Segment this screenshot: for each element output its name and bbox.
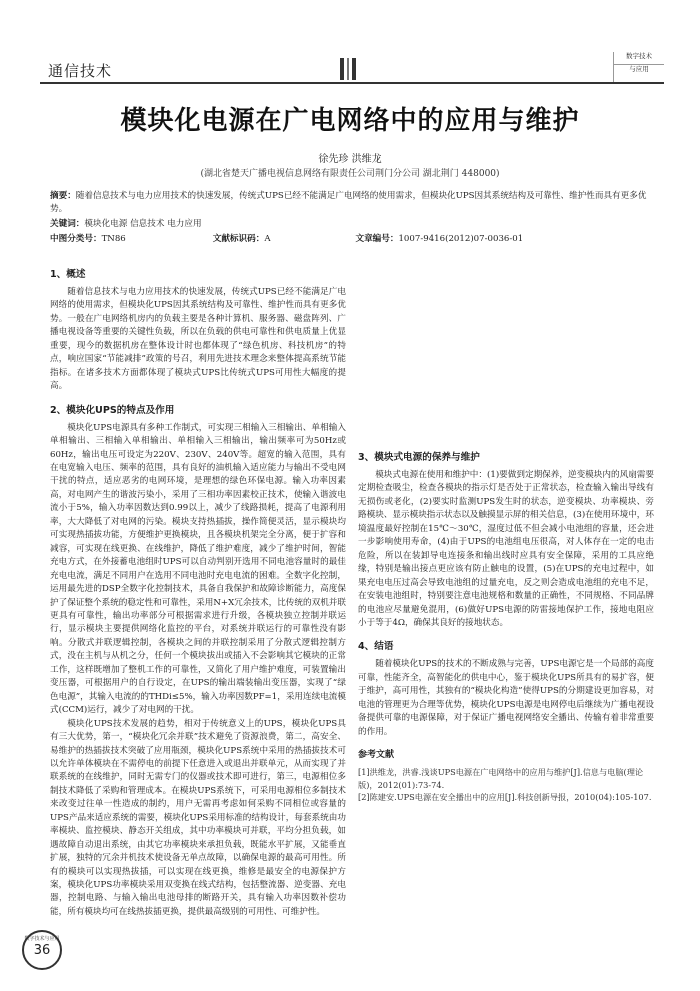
reference-item: [2]陈建安.UPS电源在安全播出中的应用[J].科技创新导报，2010(04):105-107. [358,792,652,803]
article-no-value: 1007-9416(2012)07-0036-01 [398,234,524,244]
header-rule [40,82,664,84]
abstract-label: 摘要： [50,191,76,201]
badge-bottom-text: 与应用 [614,64,664,74]
journal-badge [613,52,664,82]
section-label: 通信技术 [48,62,113,80]
article-title: 模块化电源在广电网络中的应用与维护 [120,106,580,136]
reference-item: [1]洪维龙，洪睿.浅谈UPS电源在广电网络中的应用与维护[J].信息与电脑(理论版)，2012(01):73-74. [358,767,644,790]
section-heading: 2、模块化UPS的特点及作用 [50,404,175,416]
clc-label: 中图分类号： [50,234,102,244]
section-heading: 1、概述 [50,269,86,280]
page-badge-text: 数字技术与应用 [24,936,60,942]
clc-value: TN86 [101,234,126,244]
continued-text-placeholder [358,262,654,445]
doc-code-label: 文献标识码： [212,234,265,244]
authors: 徐先珍 洪维龙 [318,154,382,165]
paragraph: 模块式电源在使用和维护中：(1)要做到定期保养，逆变模块内的风扇需要定期检查吸尘，检查各模块的指示灯是否处于正常状态，检查输入输出导线有无损伤或老化，(2)要实时监测UPS发生时的状态，逆变模块、功率模块、旁路模块、显示模块指示状态以及触摸显示屏的相关信息，(3)在使用环境中，环境温度最好控制在15℃～30℃，湿度过低不但会减小电池组的容量，还会进一步影响使用寿命，(4)由于UPS的电池组电压很高，对人体存在一定的电击危险，所以在装卸导电连接条和输出线时应具有安全保障，采用的工具应绝缘，特别是输出接点更应该有防止触电的设置，(5)在UPS的充电过程中，如果充电电压过高会导致电池组的过量充电，反之则会造成电池组的充电不足，在安装电池组时，特别要注意电池规格和数量的正确性，不同规格、不同品牌的电池应尽量避免混用，(6)做好UPS电源的防雷接地保护工作，接地电阻应小于等于4Ω，确保其良好的接地状态。 [358,470,654,628]
paragraph: 随着信息技术与电力应用技术的快速发展，传统式UPS已经不能满足广电网络的使用需求，但模块化UPS因其系统结构及可靠性、维护性而具有更多优势。一般在广电网络机房内的负载主要是各种计算机、服务器、磁盘阵列、广播电视设备等重要的关键性负载，所以在负载的供电可靠性和供电质量上优显重要，现今的数据机房在整体设计时也都体现了“绿色机房、科技机房”的特点，响应国家“节能减排”政策的号召，利用先进技术理念来整体提高系统节能指标。在诸多技术方面都体现了模块式UPS比传统式UPS可用性大幅度的提高。 [50,287,346,392]
keywords [50,218,650,231]
section-heading: 3、模块式电源的保养与维护 [358,452,480,463]
doc-code-value: A [264,234,271,244]
paragraph: 模块化UPS电源具有多种工作制式，可实现三相输入三相输出、单相输入单相输出、三相输入单相输出、单相输入三相输出，输出频率可为50Hz或60Hz，输出电压可设定为220V、230V、240V等。超宽的输入范围，具有在电宽输入电压、频率的范围，具有良好的油机输入适应能力与输出不受电网干扰的特点，适应恶劣的电网环境，是理想的绿色环保电源。输入功率因素高，对电网产生的谐波污染小，采用了三相功率因素校正技术，使输入谐波电流小于5%，输入功率因数达到0.99以上，减少了线路损耗，提高了电源利用率，大大降低了对电网的污染。模块支持热插拔，操作简便灵活，显示模块均可实现热插拔功能，方便维护更换模块，且各模块机架完全分离，便于扩容和减容，可实现在线更换、在线维护，降低了维护难度，减少了维护时间，智能充电方式，在外接蓄电池组时UPS可以自动判别开选用不同电池容量时的最佳充电电流，满足不同用户在选用不同电池时充电电流的困难。全数字化控制，运用最先进的DSP全数字化控制技术，具备自我保护和故障诊断能力，高度保护了保证整个系统的稳定性和可靠性，采用N+X冗余技术，比传统的双机并联更具有可靠性，输出功率部分可根据需求进行升级，各模块独立控制并联运行，显示模块主要提供网络化监控的平台，对系统并联运行的可靠性没有影响。分散式并联逻辑控制，各模块之间的并联控制采用了分散式逻辑控制方式，没在主机与从机之分，任何一个模块拔出或插入不会影响其它模块的正常工作，这样既增加了整机工作的可靠性，又简化了用户维护难度，可装置输出变压器，可根据用户的自行设定，在UPS的输出端装输出变压器，实现了“绿色电源”，其输入电流的的THDi≤5%，输入功率因数PF=1，采用连续电流模式(CCM)运行，减少了对电网的干扰。 [50,422,346,716]
left-column [50,262,346,919]
references-heading: 参考文献 [358,750,395,761]
paragraph: 随着模块化UPS的技术的不断成熟与完善，UPS电源它是一个局部的高度可靠，性能齐全，高智能化的供电中心，鉴于模块化UPS所具有的易扩容，便于维护，高可用性，其独有的“模块化构造”使得UPS的分期建设更加容易，对电池的管理更为合理等优势，模块化UPS电源是电网停电后继续为广播电视设备提供可靠的电源保障，对于保证广播电视网络安全播出、传输有着非常重要的作用。 [358,659,654,737]
paragraph: 模块化UPS技术发展的趋势，相对于传统意义上的UPS，模块化UPS具有三大优势，第一，“模块化冗余并联”技术避免了资源浪费，第二，高安全、易维护的热插拔技术突破了应用瓶颈，模块化UPS系统中采用的热插拔技术可以允许单体模块在不需停电的前提下任意进入或退出并联单元，从而实现了并联系统的在线维护，同时无需专门的仪器或技术即可进行，第三，电源相位多制技术降低了采购和管理成本。在模块UPS系统下，可采用电源相位多制技术来改变过往单一性造成的制约，用户无需再考虑如何采购不同相位或容量的UPS产品来适应系统的需要，模块化UPS采用标准的结构设计，每套系统由功率模块、监控模块、静态开关组成，其中功率模块可并联，平均分担负载，如遇故障自动退出系统，由其它功率模块来承担负载，既能水平扩展，又能垂直扩展，独特的冗余并机技术使设备无单点故障，以确保电源的最高可用性。所有的模块可以实现热拔插，可以实现在线更换，维修是最安全的电源保护方案，模块化UPS功率模块采用双变换在线式结构，包括整流器、逆变器、充电器，控制电路、与输入输出电池母排的断路开关，具有输入功率因数补偿功能，所有模块均可在线热拔插更换，提供最高级别的可用性、可维护性。 [50,718,346,917]
badge-top-text: 数字技术 [626,52,652,60]
abstract-text: 随着信息技术与电力应用技术的快速发展，传统式UPS已经不能满足广电网络的使用需求，但模块化UPS因其系统结构及可靠性、维护性而具有更多优势。 [50,191,647,214]
keywords-text: 模块化电源 信息技术 电力应用 [84,219,202,229]
section-heading: 4、结语 [358,641,394,653]
abstract [50,190,650,216]
article-no-label: 文章编号： [355,234,399,244]
article-meta [50,233,650,246]
right-column [358,262,654,804]
affiliation: (湖北省楚天广播电视信息网络有限责任公司荆门分公司 湖北荆门 448000) [200,169,500,179]
page-number: 36 [33,943,51,958]
running-header [40,52,664,82]
page-number-badge [22,930,62,970]
keywords-label: 关键词： [50,219,85,229]
header-decoration [340,58,359,84]
